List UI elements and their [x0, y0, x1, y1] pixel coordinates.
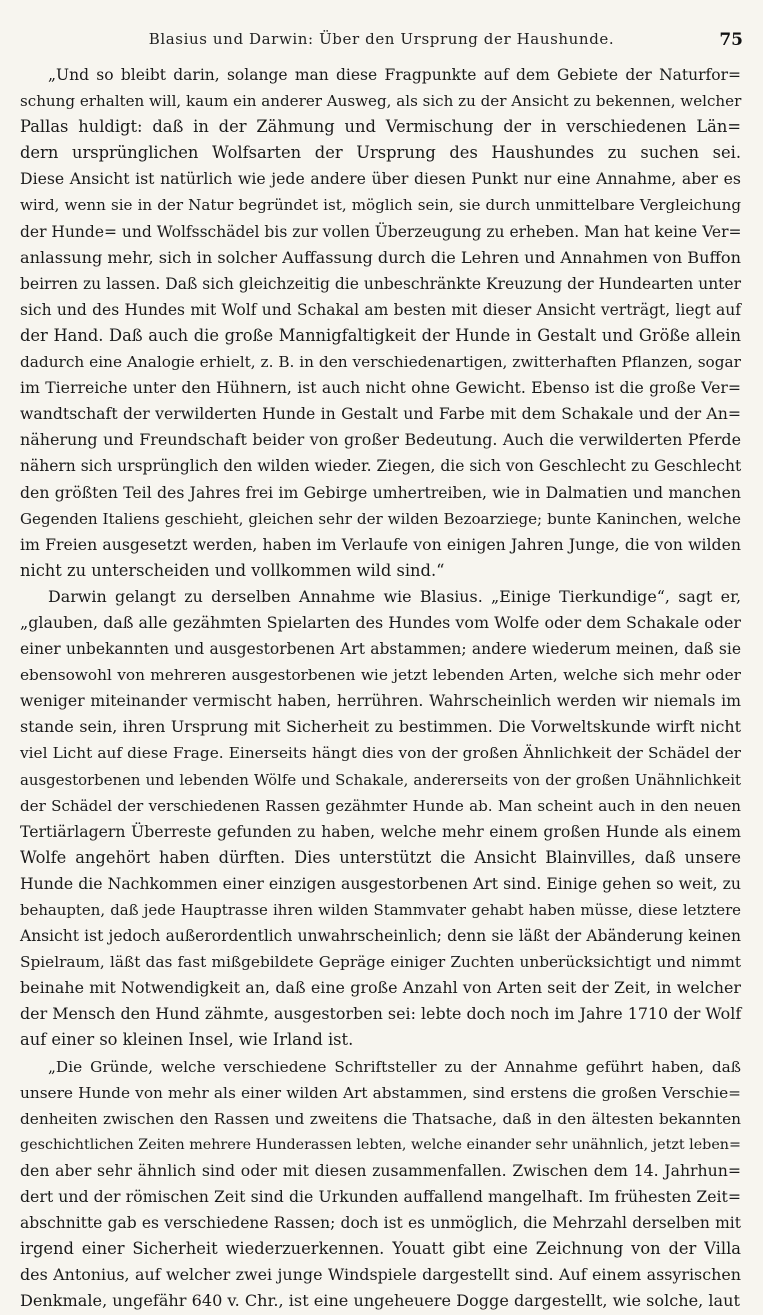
- text-line: wird, wenn sie in der Natur begründet ist, möglich sein, sie durch unmittelbare Vergleichung: [20, 196, 741, 215]
- text-line: stande sein, ihren Ursprung mit Sicherheit zu bestimmen. Die Vorweltskunde wirft nicht: [20, 717, 741, 737]
- text-line: nicht zu unterscheiden und vollkommen wild sind.“: [20, 560, 445, 580]
- text-line: Gegenden Italiens geschieht, gleichen sehr der wilden Bezoarziege; bunte Kaninchen, welche: [20, 509, 741, 528]
- text-line: Ansicht ist jedoch außerordentlich unwahrscheinlich; denn sie läßt der Abänderung keinen: [20, 927, 741, 946]
- text-line: Diese Ansicht ist natürlich wie jede andere über diesen Punkt nur eine Annahme, aber es: [20, 169, 741, 189]
- paragraph: [20, 584, 741, 1054]
- text-line: Denkmale, ungefähr 640 v. Chr., ist eine ungeheuere Dogge dargestellt, wie solche, laut: [20, 1291, 740, 1311]
- text-line: näherung und Freundschaft beider von großer Bedeutung. Auch die verwilderten Pferde: [20, 430, 741, 450]
- text-line: den größten Teil des Jahres frei im Gebirge umhertreiben, wie in Dalmatien und manchen: [20, 482, 741, 502]
- paragraph: [20, 62, 741, 584]
- text-line: „glauben, daß alle gezähmten Spielarten des Hundes vom Wolfe oder dem Schakale oder: [20, 612, 741, 632]
- text-line: der Hunde= und Wolfsschädel bis zur vollen Überzeugung zu erheben. Man hat keine Ver=: [20, 222, 742, 241]
- text-line: irgend einer Sicherheit wiederzuerkennen. Youatt gibt eine Zeichnung von der Villa: [20, 1239, 741, 1259]
- text-line: dert und der römischen Zeit sind die Urkunden auffallend mangelhaft. Im frühesten Zeit=: [20, 1187, 741, 1207]
- text-line: im Freien ausgesetzt werden, haben im Verlaufe von einigen Jahren Junge, die von wilden: [20, 534, 741, 554]
- paragraph: [20, 1054, 741, 1315]
- text-line: behaupten, daß jede Hauptrasse ihren wilden Stammvater gehabt haben müsse, diese letztere: [20, 901, 741, 919]
- text-line: wandtschaft der verwilderten Hunde in Gestalt und Farbe mit dem Schakale und der An=: [20, 404, 741, 424]
- text-line: Wolfe angehört haben dürften. Dies unterstützt die Ansicht Blainvilles, daß unsere: [20, 847, 741, 867]
- body-text: [20, 62, 741, 1315]
- text-line: beirren zu lassen. Daß sich gleichzeitig die unbeschränkte Kreuzung der Hundearten unter: [20, 274, 741, 293]
- text-line: „Die Gründe, welche verschiedene Schriftsteller zu der Annahme geführt haben, daß: [48, 1057, 741, 1076]
- text-line: schung erhalten will, kaum ein anderer Ausweg, als sich zu der Ansicht zu bekennen, welcher: [20, 92, 742, 111]
- text-line: auf einer so kleinen Insel, wie Irland ist.: [20, 1030, 354, 1050]
- text-line: ebensowohl von mehreren ausgestorbenen wie jetzt lebenden Arten, welche sich mehr oder: [20, 666, 741, 685]
- text-line: sich und des Hundes mit Wolf und Schakal am besten mit dieser Ansicht verträgt, liegt auf: [20, 300, 741, 319]
- text-line: geschichtlichen Zeiten mehrere Hunderassen lebten, welche einander sehr unähnlich, jetzt leben=: [20, 1136, 741, 1153]
- text-line: dern ursprünglichen Wolfsarten der Ursprung des Haushundes zu suchen sei.: [20, 143, 741, 163]
- text-line: Darwin gelangt zu derselben Annahme wie Blasius. „Einige Tierkundige“, sagt er,: [48, 586, 741, 606]
- text-line: des Antonius, auf welcher zwei junge Windspiele dargestellt sind. Auf einem assyrischen: [20, 1265, 741, 1285]
- text-line: den aber sehr ähnlich sind oder mit diesen zusammenfallen. Zwischen dem 14. Jahrhun=: [20, 1160, 741, 1180]
- text-line: abschnitte gab es verschiedene Rassen; doch ist es unmöglich, die Mehrzahl derselben mit: [20, 1214, 741, 1233]
- text-line: viel Licht auf diese Frage. Einerseits hängt dies von der großen Ähnlichkeit der Schädel der: [20, 744, 741, 763]
- text-line: „Und so bleibt darin, solange man diese Fragpunkte auf dem Gebiete der Naturfor=: [48, 66, 741, 84]
- text-line: anlassung mehr, sich in solcher Auffassung durch die Lehren und Annahmen von Buffon: [20, 247, 741, 267]
- text-line: Spielraum, läßt das fast mißgebildete Gepräge einiger Zuchten unberücksichtigt und nimmt: [20, 953, 741, 972]
- text-line: Hunde die Nachkommen einer einzigen ausgestorbenen Art sind. Einige gehen so weit, zu: [20, 873, 741, 893]
- text-line: ausgestorbenen und lebenden Wölfe und Schakale, andererseits von der großen Unähnlichkeit: [20, 770, 741, 789]
- text-line: dadurch eine Analogie erhielt, z. B. in den verschiedenartigen, zwitterhaften Pflanzen, sogar: [20, 353, 741, 372]
- text-line: im Tierreiche unter den Hühnern, ist auch nicht ohne Gewicht. Ebenso ist die große Ver=: [20, 378, 741, 398]
- running-title: Blasius und Darwin: Über den Ursprung der Haushunde.: [148, 30, 615, 48]
- text-line: der Hand. Daß auch die große Mannigfaltigkeit der Hunde in Gestalt und Größe allein: [20, 325, 741, 345]
- page-number: 75: [719, 30, 743, 50]
- text-line: Pallas huldigt: daß in der Zähmung und Vermischung der in verschiedenen Län=: [20, 117, 741, 137]
- text-line: beinahe mit Notwendigkeit an, daß eine große Anzahl von Arten seit der Zeit, in welcher: [20, 978, 741, 998]
- text-line: denheiten zwischen den Rassen und zweitens die Thatsache, daß in den ältesten bekannten: [20, 1109, 741, 1128]
- text-line: unsere Hunde von mehr als einer wilden Art abstammen, sind erstens die großen Verschie=: [20, 1083, 741, 1102]
- text-line: Tertiärlagern Überreste gefunden zu haben, welche mehr einem großen Hunde als einem: [20, 821, 741, 841]
- running-head: [0, 30, 763, 54]
- text-line: nähern sich ursprünglich den wilden wieder. Ziegen, die sich von Geschlecht zu Geschlecht: [20, 457, 742, 476]
- text-line: der Schädel der verschiedenen Rassen gezähmter Hunde ab. Man scheint auch in den neuen: [20, 796, 741, 815]
- text-line: weniger miteinander vermischt haben, herrühren. Wahrscheinlich werden wir niemals im: [20, 691, 741, 711]
- text-line: einer unbekannten und ausgestorbenen Art abstammen; andere wiederum meinen, daß sie: [20, 640, 741, 659]
- text-line: der Mensch den Hund zähmte, ausgestorben sei: lebte doch noch im Jahre 1710 der Wolf: [20, 1004, 742, 1024]
